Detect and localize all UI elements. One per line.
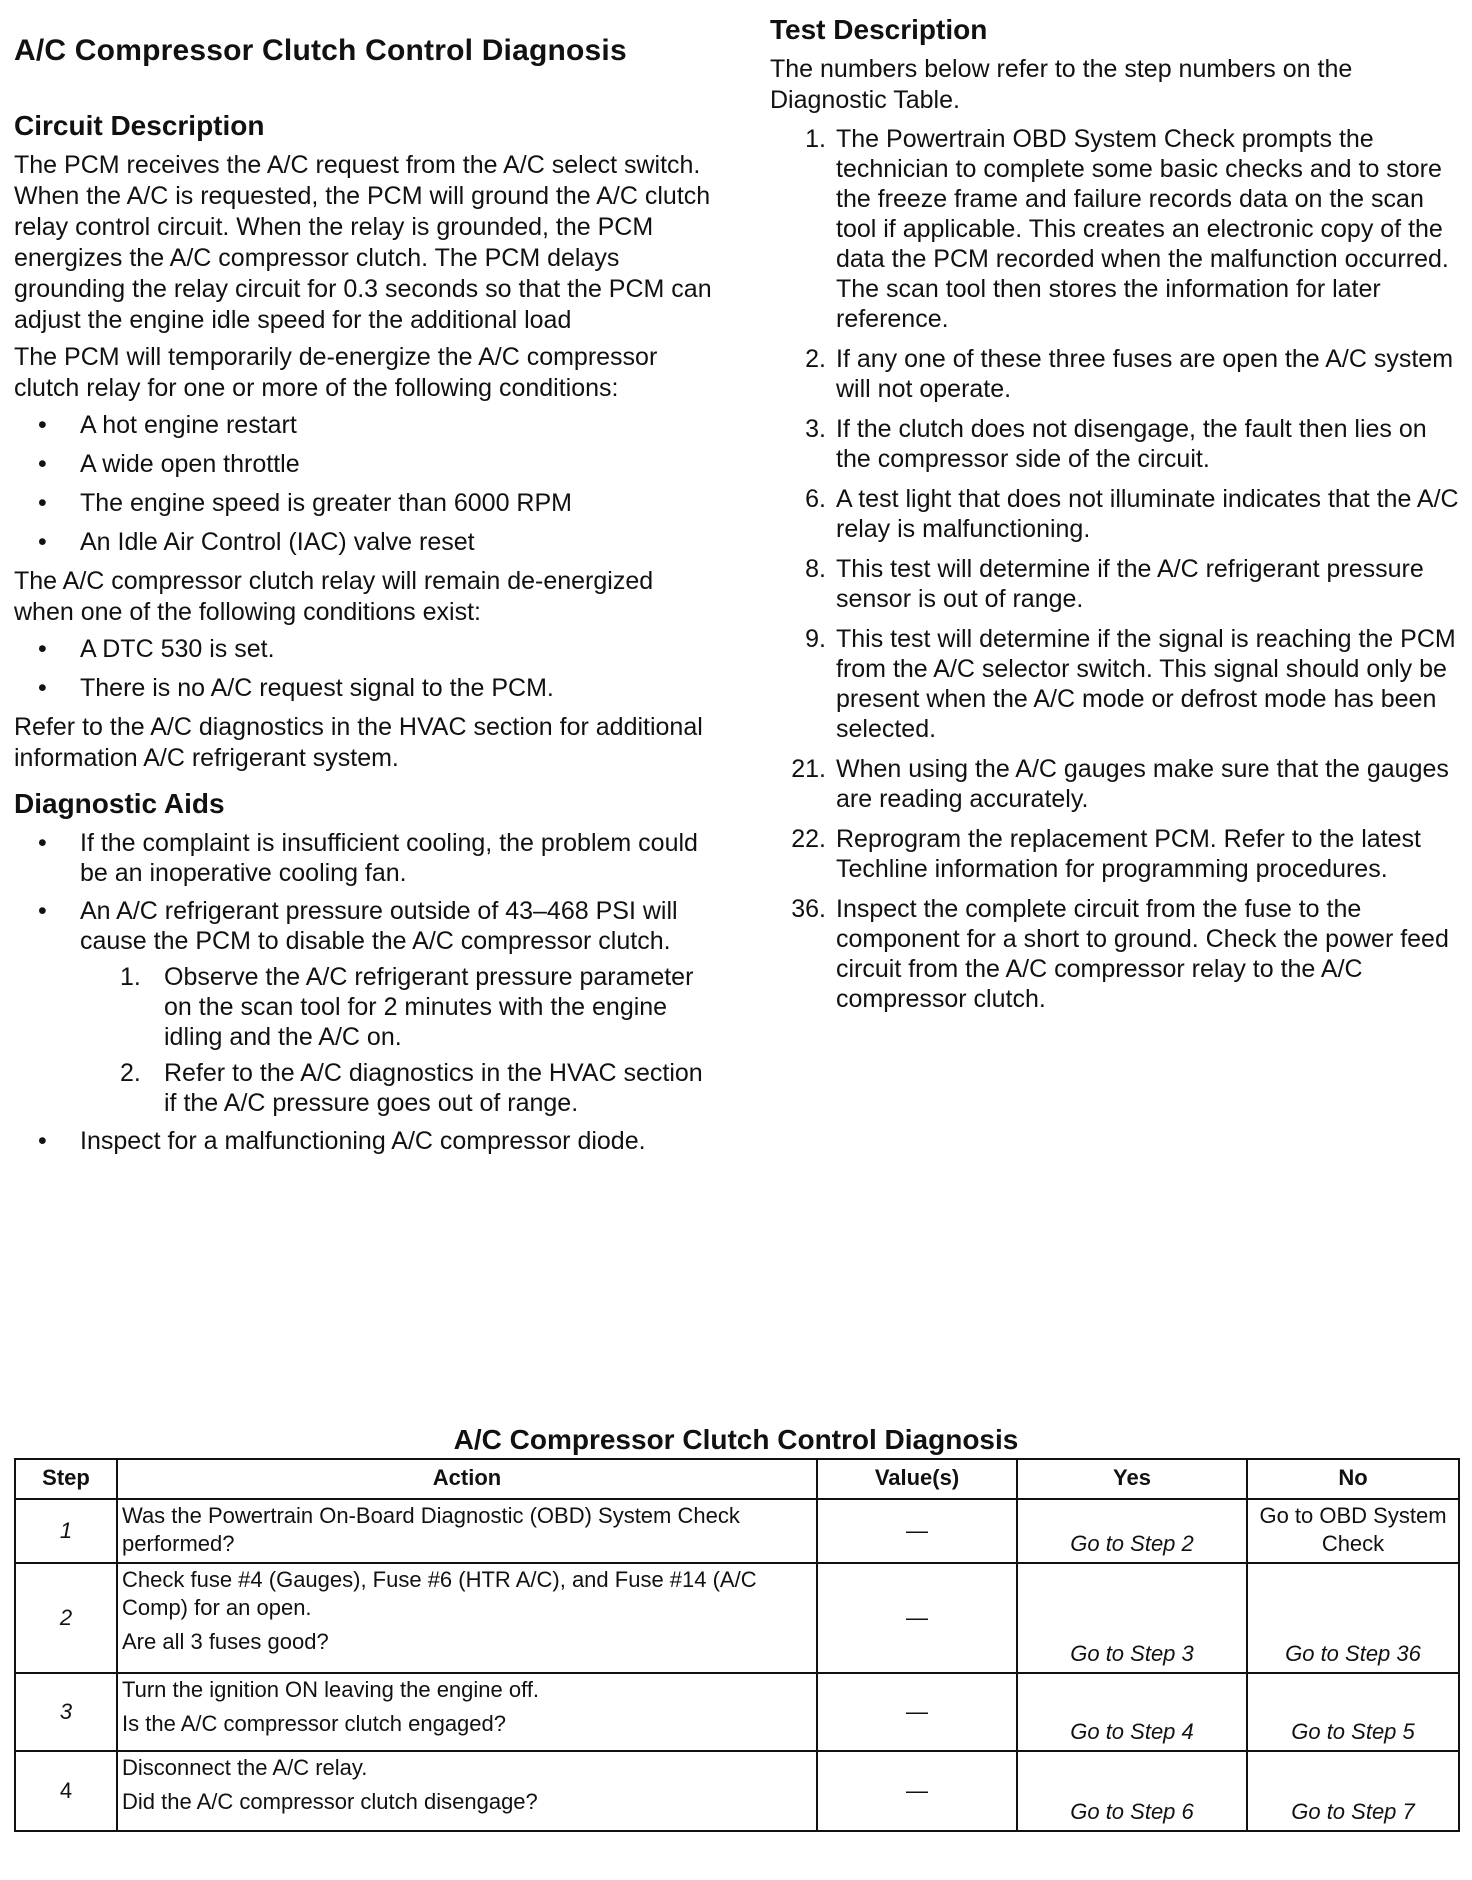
test-description-intro: The numbers below refer to the step numbers on the Diagnostic Table. — [770, 55, 1353, 114]
list-item: 2. Refer to the A/C diagnostics in the HVAC section if the A/C pressure goes out of range. — [120, 1059, 703, 1117]
no-cell: Go to OBD System Check — [1247, 1499, 1459, 1563]
col-header-action: Action — [117, 1459, 817, 1499]
left-column — [14, 34, 714, 1164]
right-column — [770, 14, 1460, 1024]
yes-cell: Go to Step 3 — [1017, 1563, 1247, 1673]
step-cell: 3 — [15, 1673, 117, 1751]
action-cell: Check fuse #4 (Gauges), Fuse #6 (HTR A/C), and Fuse #14 (A/C Comp) for an open. Are all 3 fuses good? — [117, 1563, 817, 1673]
yes-cell: Go to Step 4 — [1017, 1673, 1247, 1751]
list-item: 1. The Powertrain OBD System Check prompts the technician to complete some basic checks and to store the freeze frame and failure records data on the scan tool if applicable. This creates an electronic copy of the data the PCM recorded when the malfunction occurred. The scan tool then stores the information for later reference. — [805, 125, 1449, 333]
bullet-icon: • — [38, 1127, 47, 1155]
col-header-value: Value(s) — [817, 1459, 1017, 1499]
table-row — [15, 1499, 1459, 1563]
list-item: • There is no A/C request signal to the PCM. — [38, 674, 554, 702]
list-item: 36. Inspect the complete circuit from the fuse to the component for a short to ground. Check the power feed circuit from the A/C compressor relay to the A/C compressor clutch. — [791, 895, 1449, 1013]
table-row — [15, 1563, 1459, 1673]
table-header-row — [15, 1459, 1459, 1499]
diagnostic-table — [14, 1458, 1460, 1832]
no-cell: Go to Step 36 — [1247, 1563, 1459, 1673]
list-item: • A DTC 530 is set. — [38, 635, 275, 663]
step-cell: 1 — [15, 1499, 117, 1563]
test-description-heading: Test Description — [770, 14, 988, 45]
table-row — [15, 1751, 1459, 1831]
no-cell: Go to Step 7 — [1247, 1751, 1459, 1831]
list-item: 1. Observe the A/C refrigerant pressure parameter on the scan tool for 2 minutes with the engine idling and the A/C on. — [120, 963, 694, 1051]
list-item: 2. If any one of these three fuses are open the A/C system will not operate. — [805, 345, 1454, 403]
bullet-icon: • — [38, 635, 47, 663]
bullet-icon: • — [38, 528, 47, 556]
step-cell: 4 — [15, 1751, 117, 1831]
action-cell: Turn the ignition ON leaving the engine off. Is the A/C compressor clutch engaged? — [117, 1673, 817, 1751]
table-title: A/C Compressor Clutch Control Diagnosis — [453, 1424, 1019, 1455]
test-description-steps — [770, 124, 1460, 1014]
action-cell: Was the Powertrain On-Board Diagnostic (OBD) System Check performed? — [117, 1499, 817, 1563]
value-cell: — — [817, 1673, 1017, 1751]
list-item: 21. When using the A/C gauges make sure that the gauges are reading accurately. — [791, 755, 1449, 813]
list-item: • A hot engine restart — [38, 411, 297, 439]
list-item: 3. If the clutch does not disengage, the fault then lies on the compressor side of the circuit. — [805, 415, 1427, 473]
circuit-description-para4: Refer to the A/C diagnostics in the HVAC section for additional information A/C refrigerant system. — [14, 713, 703, 772]
circuit-description-para2: The PCM will temporarily de-energize the A/C compressor clutch relay for one or more of the following conditions: — [14, 343, 658, 402]
list-item: • An A/C refrigerant pressure outside of 43–468 PSI will cause the PCM to disable the A/C compressor clutch. 1. Observe the A/C refrigerant pressure parameter on the scan tool for 2 minutes with the engine idling and the A/C on. 2. Refer to the A/C diagnostics in the HVAC section if the A/C pressure goes out of range. — [14, 896, 714, 1118]
list-item: 6. A test light that does not illuminate indicates that the A/C relay is malfunctioning. — [805, 485, 1459, 543]
list-item: • If the complaint is insufficient cooling, the problem could be an inoperative cooling fan. — [38, 829, 698, 887]
conditions-list — [14, 410, 714, 558]
bullet-icon: • — [38, 450, 47, 478]
col-header-no: No — [1247, 1459, 1459, 1499]
step-cell: 2 — [15, 1563, 117, 1673]
diagnostic-aids-heading: Diagnostic Aids — [14, 788, 225, 819]
circuit-description-para1: The PCM receives the A/C request from the A/C select switch. When the A/C is requested, the PCM will ground the A/C clutch relay control circuit. When the relay is grounded, the PCM energizes the A/C compressor clutch. The PCM delays grounding the relay circuit for 0.3 seconds so that the PCM can adjust the engine idle speed for the additional load — [14, 151, 712, 334]
yes-cell: Go to Step 2 — [1017, 1499, 1247, 1563]
bullet-icon: • — [38, 489, 47, 517]
col-header-yes: Yes — [1017, 1459, 1247, 1499]
aid-substeps — [80, 962, 714, 1118]
bullet-icon: • — [38, 674, 47, 702]
yes-cell: Go to Step 6 — [1017, 1751, 1247, 1831]
value-cell: — — [817, 1751, 1017, 1831]
bullet-icon: • — [38, 411, 47, 439]
list-item: 9. This test will determine if the signal is reaching the PCM from the A/C selector switch. This signal should only be present when the A/C mode or defrost mode has been selected. — [805, 625, 1456, 743]
table-row — [15, 1673, 1459, 1751]
bullet-icon: • — [38, 829, 47, 857]
list-item: • A wide open throttle — [38, 450, 300, 478]
diagnostic-aids-list — [14, 828, 714, 1156]
circuit-description-para3: The A/C compressor clutch relay will remain de-energized when one of the following conditions exist: — [14, 567, 654, 626]
page-title: A/C Compressor Clutch Control Diagnosis — [14, 34, 627, 67]
bullet-icon: • — [38, 897, 47, 925]
value-cell: — — [817, 1563, 1017, 1673]
action-cell: Disconnect the A/C relay. Did the A/C compressor clutch disengage? — [117, 1751, 817, 1831]
list-item: • Inspect for a malfunctioning A/C compressor diode. — [38, 1127, 646, 1155]
value-cell: — — [817, 1499, 1017, 1563]
no-cell: Go to Step 5 — [1247, 1673, 1459, 1751]
list-item: • An Idle Air Control (IAC) valve reset — [38, 528, 475, 556]
list-item: • The engine speed is greater than 6000 RPM — [38, 489, 572, 517]
circuit-description-heading: Circuit Description — [14, 110, 265, 141]
list-item: 22. Reprogram the replacement PCM. Refer to the latest Techline information for programming procedures. — [791, 825, 1421, 883]
conditions2-list — [14, 634, 714, 704]
list-item: 8. This test will determine if the A/C refrigerant pressure sensor is out of range. — [805, 555, 1424, 613]
col-header-step: Step — [15, 1459, 117, 1499]
